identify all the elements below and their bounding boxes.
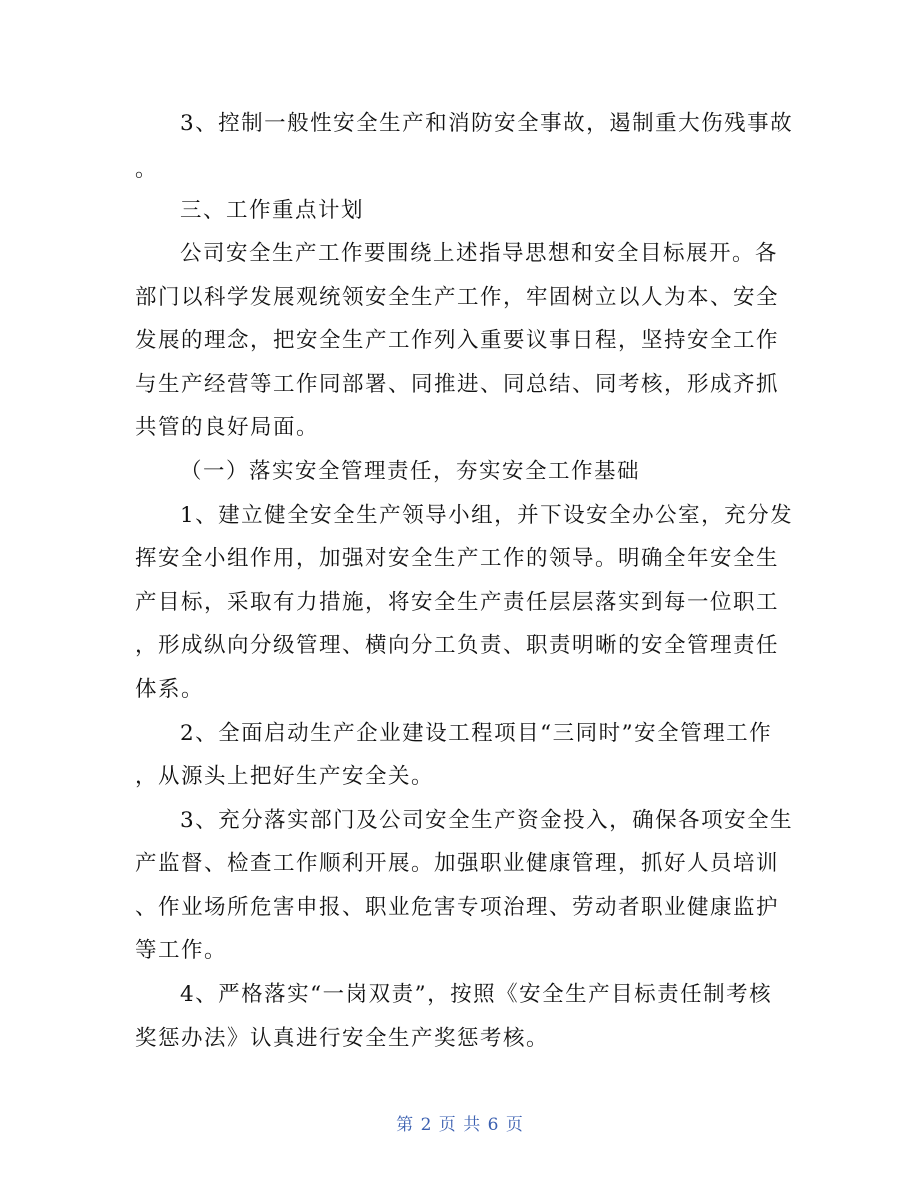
body-line-17: 3、充分落实部门及公司安全生产资金投入，确保各项安全生 — [180, 808, 794, 833]
body-line-18: 产监督、检查工作顺利开展。加强职业健康管理，抓好人员培训 — [135, 851, 780, 876]
body-line-13: ，形成纵向分级管理、横向分工负责、职责明晰的安全管理责任 — [135, 633, 780, 658]
body-line-8: 共管的良好局面。 — [135, 415, 320, 440]
section-heading: 三、工作重点计划 — [180, 198, 365, 223]
body-line-5: 部门以科学发展观统领安全生产工作，牢固树立以人为本、安全 — [135, 285, 780, 310]
body-line-11: 挥安全小组作用，加强对安全生产工作的领导。明确全年安全生 — [135, 546, 780, 571]
body-line-1: 3、控制一般性安全生产和消防安全事故，遏制重大伤残事故 — [180, 111, 794, 136]
body-line-14: 体系。 — [135, 677, 205, 702]
body-line-19: 、作业场所危害申报、职业危害专项治理、劳动者职业健康监护 — [135, 895, 780, 920]
body-line-2: 。 — [135, 157, 159, 182]
body-line-15: 2、全面启动生产企业建设工程项目“三同时”安全管理工作 — [180, 721, 773, 746]
subsection-heading: （一）落实安全管理责任，夯实安全工作基础 — [180, 459, 641, 484]
body-line-4: 公司安全生产工作要围绕上述指导思想和安全目标展开。各 — [180, 241, 779, 266]
body-line-12: 产目标，采取有力措施，将安全生产责任层层落实到每一位职工 — [135, 590, 780, 615]
body-line-21: 4、严格落实“一岗双责”，按照《安全生产目标责任制考核 — [180, 982, 773, 1007]
body-line-10: 1、建立健全安全生产领导小组，并下设安全办公室，充分发 — [180, 503, 794, 528]
body-line-20: 等工作。 — [135, 938, 228, 963]
body-line-22: 奖惩办法》认真进行安全生产奖惩考核。 — [135, 1026, 550, 1051]
body-line-16: ，从源头上把好生产安全关。 — [135, 764, 435, 789]
body-line-6: 发展的理念，把安全生产工作列入重要议事日程，坚持安全工作 — [135, 328, 780, 353]
page-number-footer: 第 2 页 共 6 页 — [396, 1115, 524, 1135]
body-line-7: 与生产经营等工作同部署、同推进、同总结、同考核，形成齐抓 — [135, 372, 780, 397]
